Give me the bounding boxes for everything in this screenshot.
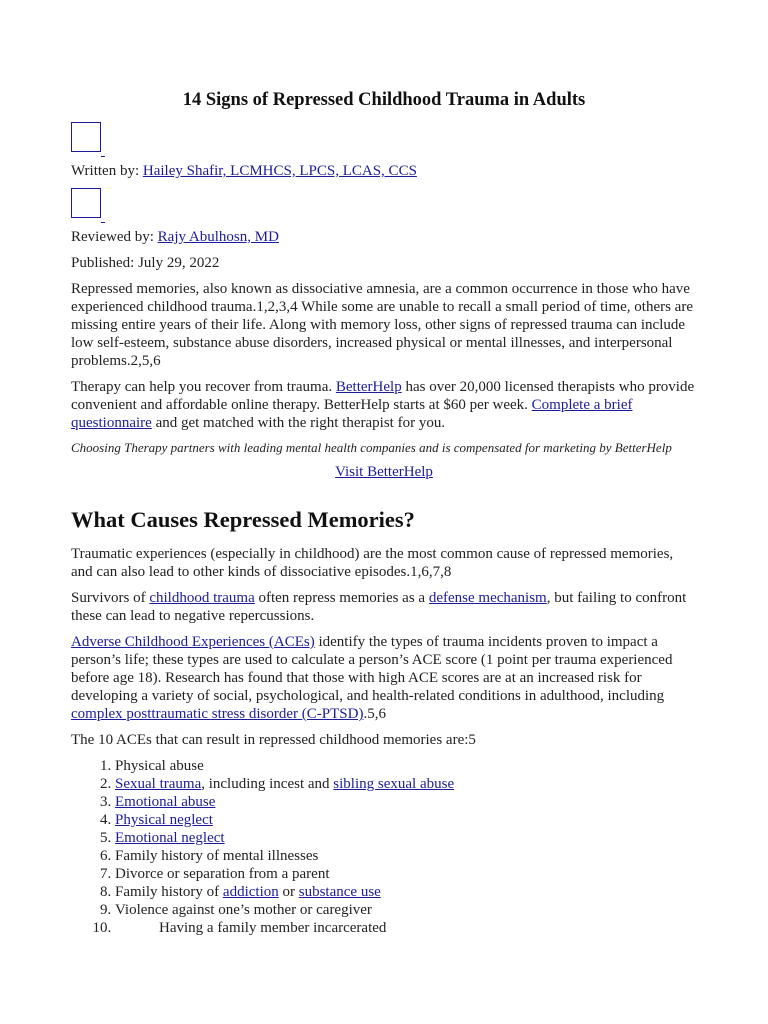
list-item: [115, 811, 697, 829]
visit-betterhelp-link[interactable]: Visit BetterHelp: [335, 464, 433, 480]
list-item: [115, 865, 697, 883]
visit-betterhelp-row: [71, 463, 697, 481]
author-avatar-link[interactable]: [71, 140, 105, 156]
ace-item-8-text-b: or: [278, 884, 299, 900]
reviewed-by: [71, 228, 697, 246]
ace-item-9: Violence against one’s mother or caregiver: [115, 902, 372, 918]
list-item: [115, 901, 697, 919]
aces-list: [71, 757, 697, 937]
emotional-abuse-link[interactable]: Emotional abuse: [115, 794, 216, 810]
author-avatar: [71, 122, 101, 152]
promo-text-2: has over 20,000 licensed therapists who provide convenient and affordable online therapy. BetterHelp starts at $60 per week.: [71, 379, 695, 413]
p2-text-a: Survivors of: [71, 590, 150, 606]
ace-item-6: Family history of mental illnesses: [115, 848, 319, 864]
aces-list-intro: The 10 ACEs that can result in repressed childhood memories are:5: [71, 732, 476, 748]
list-item: [115, 883, 697, 901]
written-by-label: Written by:: [71, 163, 143, 179]
promo-paragraph: [71, 378, 697, 432]
ace-item-1: Physical abuse: [115, 758, 204, 774]
author-link[interactable]: Hailey Shafir, LCMHCS, LPCS, LCAS, CCS: [142, 163, 417, 179]
defense-mechanism-link[interactable]: defense mechanism: [428, 590, 547, 606]
p2-text-b: often repress memories as a: [254, 590, 429, 606]
written-by: [71, 162, 697, 180]
causes-paragraph-2: [71, 589, 697, 625]
published-date: Published: July 29, 2022: [71, 255, 220, 271]
p2-text-c: , but failing to confront these can lead to negative repercussions.: [71, 590, 687, 624]
ace-item-10: Having a family member incarcerated: [159, 920, 387, 936]
page-title: 14 Signs of Repressed Childhood Trauma in Adults: [182, 90, 586, 110]
addiction-link[interactable]: addiction: [222, 884, 279, 900]
reviewer-avatar: [71, 188, 101, 218]
reviewer-avatar-row: [71, 188, 697, 224]
intro-paragraph: Repressed memories, also known as dissociative amnesia, are a common occurrence in those who have experienced childhood trauma.1,2,3,4 While some are unable to recall a small period of time, others are missing entire years of their life. Along with memory loss, other signs of repressed trauma can include low self-esteem, substance abuse disorders, increased physical or mental illnesses, and interpersonal problems.2,5,6: [71, 281, 693, 369]
childhood-trauma-link[interactable]: childhood trauma: [149, 590, 255, 606]
betterhelp-link[interactable]: BetterHelp: [335, 379, 402, 395]
avatar-link-underline: [101, 192, 105, 223]
author-avatar-row: [71, 122, 697, 158]
cptsd-link[interactable]: complex posttraumatic stress disorder (C-PTSD): [71, 706, 364, 722]
causes-paragraph-3: [71, 633, 697, 723]
emotional-neglect-link[interactable]: Emotional neglect: [115, 830, 225, 846]
avatar-link-underline: [101, 126, 105, 157]
ace-item-7: Divorce or separation from a parent: [115, 866, 330, 882]
list-item: [115, 829, 697, 847]
list-item: [115, 775, 697, 793]
p3-text-a: identify the types of trauma incidents proven to impact a person’s life; these types are used to calculate a person’s ACE score (1 point per trauma experienced before age 18). Research has found that those with high ACE scores are at an increased risk for developing a variety of social, psychological, and health-related conditions in adulthood, including: [71, 634, 673, 704]
causes-paragraph-1: Traumatic experiences (especially in childhood) are the most common cause of repressed memories, and can also lead to other kinds of dissociative episodes.1,6,7,8: [71, 546, 674, 580]
section-heading: What Causes Repressed Memories?: [71, 507, 415, 532]
list-item: [115, 757, 697, 775]
p3-text-b: .5,6: [363, 706, 386, 722]
aces-link[interactable]: Adverse Childhood Experiences (ACEs): [71, 634, 315, 650]
list-item: [115, 793, 697, 811]
substance-use-link[interactable]: substance use: [298, 884, 381, 900]
reviewer-avatar-link[interactable]: [71, 206, 105, 222]
partner-disclaimer: Choosing Therapy partners with leading mental health companies and is compensated for marketing by BetterHelp: [71, 440, 672, 455]
sibling-sexual-abuse-link[interactable]: sibling sexual abuse: [333, 776, 455, 792]
ace-item-8-text-a: Family history of: [115, 884, 223, 900]
promo-text-3: and get matched with the right therapist for you.: [151, 415, 446, 431]
sexual-trauma-link[interactable]: Sexual trauma: [115, 776, 202, 792]
ace-item-2-text: , including incest and: [201, 776, 334, 792]
physical-neglect-link[interactable]: Physical neglect: [115, 812, 213, 828]
reviewed-by-label: Reviewed by:: [71, 229, 158, 245]
reviewer-link[interactable]: Rajy Abulhosn, MD: [157, 229, 279, 245]
list-item: [115, 847, 697, 865]
promo-text-1: Therapy can help you recover from trauma.: [71, 379, 336, 395]
questionnaire-link[interactable]: Complete a brief questionnaire: [71, 397, 633, 431]
list-item: [115, 919, 697, 937]
